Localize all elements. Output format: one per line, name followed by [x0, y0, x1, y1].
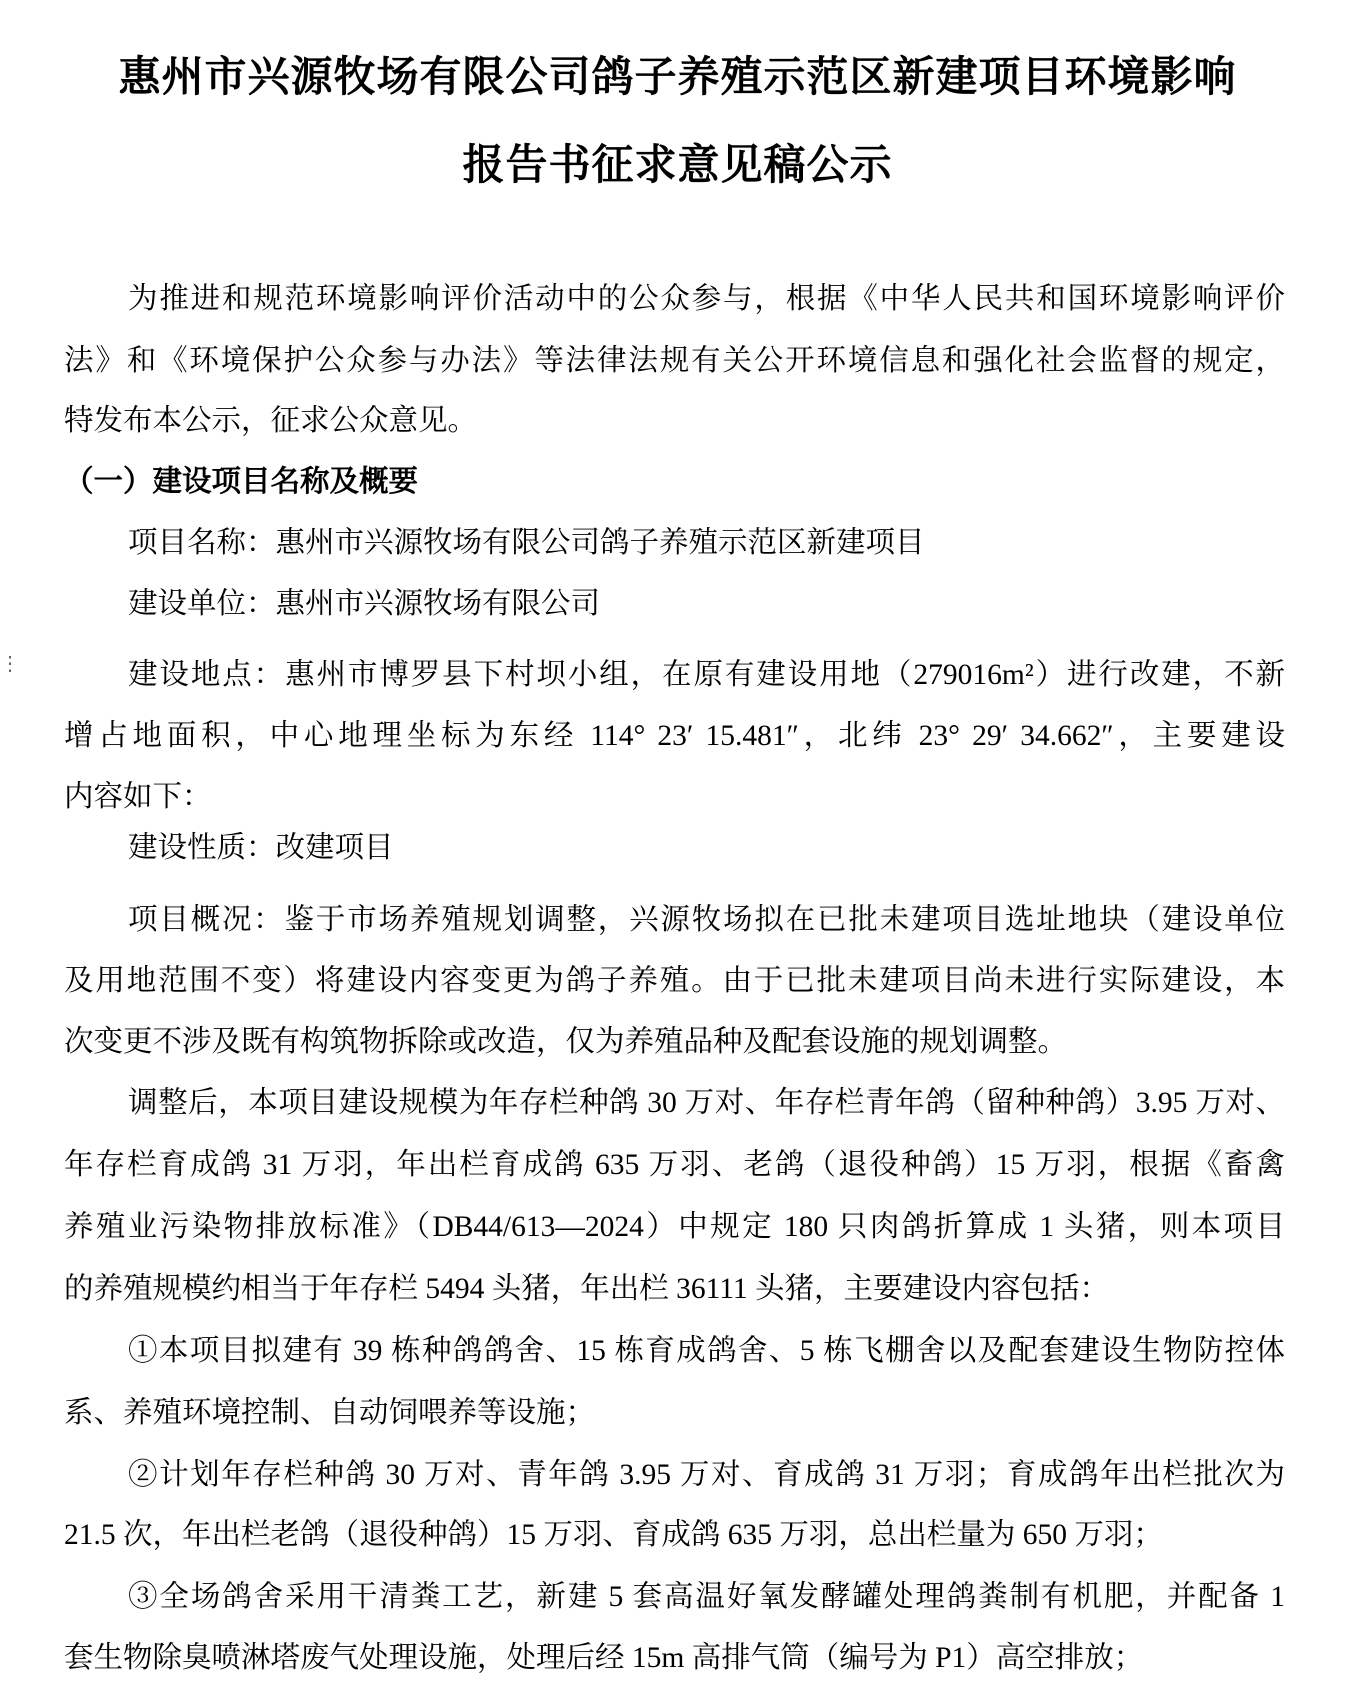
- scale-line: 调整后，本项目建设规模为年存栏种鸽 30 万对、年存栏青年鸽（留种种鸽）3.95 万对、: [128, 1087, 1285, 1119]
- overview-line: 项目概况：鉴于市场养殖规划调整，兴源牧场拟在已批未建项目选址地块（建设单位: [128, 904, 1285, 936]
- project-name: 项目名称：惠州市兴源牧场有限公司鸽子养殖示范区新建项目: [128, 527, 925, 559]
- item-3-line: ③全场鸽舍采用干清粪工艺，新建 5 套高温好氧发酵罐处理鸽粪制有机肥，并配备 1: [128, 1581, 1285, 1613]
- item-2-line: ②计划年存栏种鸽 30 万对、青年鸽 3.95 万对、育成鸽 31 万羽；育成鸽年出栏批次为: [128, 1459, 1285, 1491]
- overview-line: 及用地范围不变）将建设内容变更为鸽子养殖。由于已批未建项目尚未进行实际建设，本: [64, 965, 1285, 997]
- scale-line: 的养殖规模约相当于年存栏 5494 头猪，年出栏 36111 头猪，主要建设内容包括：: [64, 1273, 1110, 1305]
- document-title-line-1: 惠州市兴源牧场有限公司鸽子养殖示范区新建项目环境影响: [118, 52, 1237, 101]
- drag-handle-icon[interactable]: ⋮: [0, 653, 20, 675]
- overview-line: 次变更不涉及既有构筑物拆除或改造，仅为养殖品种及配套设施的规划调整。: [64, 1026, 1068, 1058]
- location-line: 增占地面积，中心地理坐标为东经 114° 23′ 15.481″，北纬 23° 29′ 34.662″，主要建设: [64, 720, 1285, 752]
- intro-line: 特发布本公示，征求公众意见。: [64, 405, 478, 437]
- item-2-line: 21.5 次，年出栏老鸽（退役种鸽）15 万羽、育成鸽 635 万羽，总出栏量为 650 万羽；: [64, 1519, 1163, 1551]
- intro-line: 法》和《环境保护公众参与办法》等法律法规有关公开环境信息和强化社会监督的规定，: [64, 345, 1285, 377]
- intro-line: 为推进和规范环境影响评价活动中的公众参与，根据《中华人民共和国环境影响评价: [128, 283, 1285, 315]
- item-1-line: 系、养殖环境控制、自动饲喂养等设施；: [64, 1397, 596, 1429]
- section-heading: （一）建设项目名称及概要: [64, 466, 419, 498]
- scale-line: 年存栏育成鸽 31 万羽，年出栏育成鸽 635 万羽、老鸽（退役种鸽）15 万羽，根据《畜禽: [64, 1149, 1285, 1181]
- item-3-line: 套生物除臭喷淋塔废气处理设施，处理后经 15m 高排气筒（编号为 P1）高空排放；: [64, 1642, 1144, 1674]
- document-title-line-2: 报告书征求意见稿公示: [462, 140, 893, 189]
- location-line: 建设地点：惠州市博罗县下村坝小组，在原有建设用地（279016m²）进行改建，不新: [128, 659, 1285, 691]
- nature: 建设性质：改建项目: [128, 832, 394, 864]
- scale-line: 养殖业污染物排放标准》（DB44/613—2024）中规定 180 只肉鸽折算成 1 头猪，则本项目: [64, 1211, 1285, 1243]
- item-1-line: ①本项目拟建有 39 栋种鸽鸽舍、15 栋育成鸽舍、5 栋飞棚舍以及配套建设生物防控体: [128, 1335, 1285, 1367]
- location-line: 内容如下：: [64, 781, 212, 813]
- builder: 建设单位：惠州市兴源牧场有限公司: [128, 588, 601, 620]
